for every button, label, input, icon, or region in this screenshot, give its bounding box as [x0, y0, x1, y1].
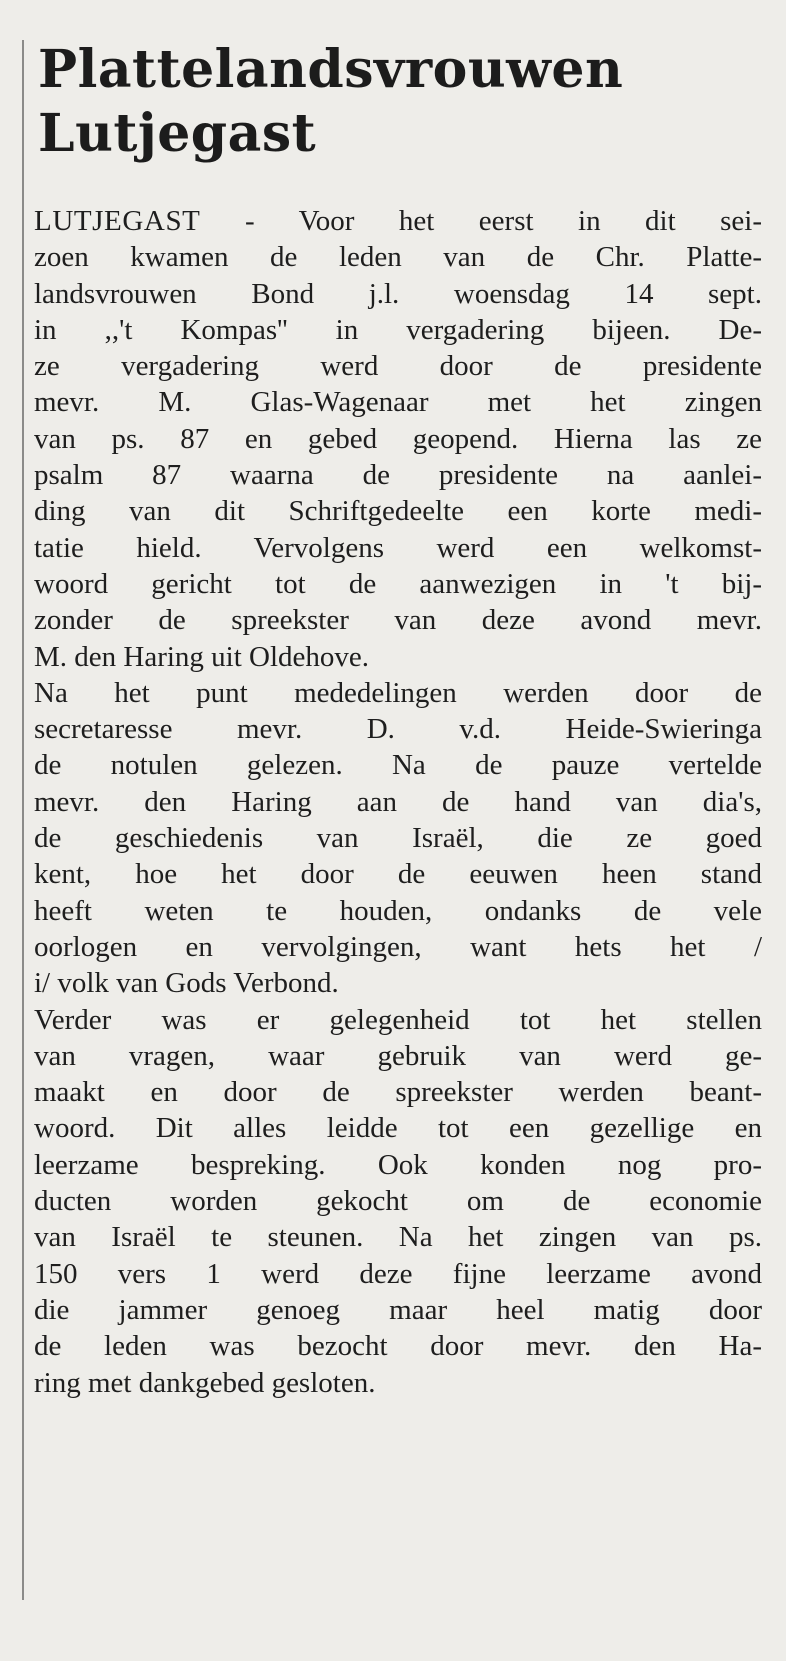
body-line: oorlogen en vervolgingen, want hets het / — [34, 930, 762, 963]
body-line: ze vergadering werd door de presidente — [34, 350, 762, 383]
body-line: van vragen, waar gebruik van werd ge- — [34, 1039, 762, 1072]
body-line: leerzame bespreking. Ook konden nog pro- — [34, 1148, 762, 1181]
body-line: tatie hield. Vervolgens werd een welkomst- — [34, 531, 762, 564]
body-line: de leden was bezocht door mevr. den Ha- — [34, 1330, 762, 1363]
body-line: de geschiedenis van Israël, die ze goed — [34, 822, 762, 855]
article-body — [34, 203, 762, 1401]
paragraph — [34, 675, 762, 1002]
body-line: Na het punt mededelingen werden door de — [34, 676, 762, 709]
body-line: ring met dankgebed gesloten. — [34, 1366, 376, 1399]
body-line: secretaresse mevr. D. v.d. Heide-Swieringa — [34, 713, 762, 746]
dateline: LUTJEGAST — [34, 205, 201, 237]
paragraph — [34, 1002, 762, 1401]
headline — [38, 38, 758, 166]
body-line: mevr. M. Glas-Wagenaar met het zingen — [34, 386, 762, 419]
body-line: maakt en door de spreekster werden beant- — [34, 1076, 762, 1109]
body-line: ducten worden gekocht om de economie — [34, 1185, 762, 1218]
headline-line: Lutjegast — [38, 103, 317, 164]
body-line: landsvrouwen Bond j.l. woensdag 14 sept. — [34, 277, 762, 310]
headline-line: Plattelandsvrouwen — [38, 39, 624, 100]
paragraph — [34, 203, 762, 675]
body-line: woord. Dit alles leidde tot een gezellige en — [34, 1112, 762, 1145]
body-line: in ,,'t Kompas'' in vergadering bijeen. De- — [34, 313, 762, 346]
body-line: psalm 87 waarna de presidente na aanlei- — [34, 459, 762, 492]
body-line: heeft weten te houden, ondanks de vele — [34, 894, 762, 927]
body-line: ding van dit Schriftgedeelte een korte medi- — [34, 495, 762, 528]
body-line: i/ volk van Gods Verbond. — [34, 967, 339, 1000]
body-line-text: - Voor het eerst in dit sei- — [200, 205, 762, 237]
body-line: die jammer genoeg maar heel matig door — [34, 1293, 762, 1326]
body-line — [34, 203, 762, 239]
body-line: van Israël te steunen. Na het zingen van ps. — [34, 1221, 762, 1254]
body-line: mevr. den Haring aan de hand van dia's, — [34, 785, 762, 818]
body-line: M. den Haring uit Oldehove. — [34, 640, 370, 673]
body-line: van ps. 87 en gebed geopend. Hierna las ze — [34, 422, 762, 455]
body-line: Verder was er gelegenheid tot het stellen — [34, 1003, 762, 1036]
body-line: woord gericht tot de aanwezigen in 't bij- — [34, 567, 762, 600]
body-line: 150 vers 1 werd deze fijne leerzame avond — [34, 1257, 762, 1290]
column-rule — [22, 40, 24, 1600]
body-line: de notulen gelezen. Na de pauze vertelde — [34, 749, 762, 782]
body-line: zonder de spreekster van deze avond mevr. — [34, 604, 762, 637]
body-line: kent, hoe het door de eeuwen heen stand — [34, 858, 762, 891]
body-line: zoen kwamen de leden van de Chr. Platte- — [34, 241, 762, 274]
